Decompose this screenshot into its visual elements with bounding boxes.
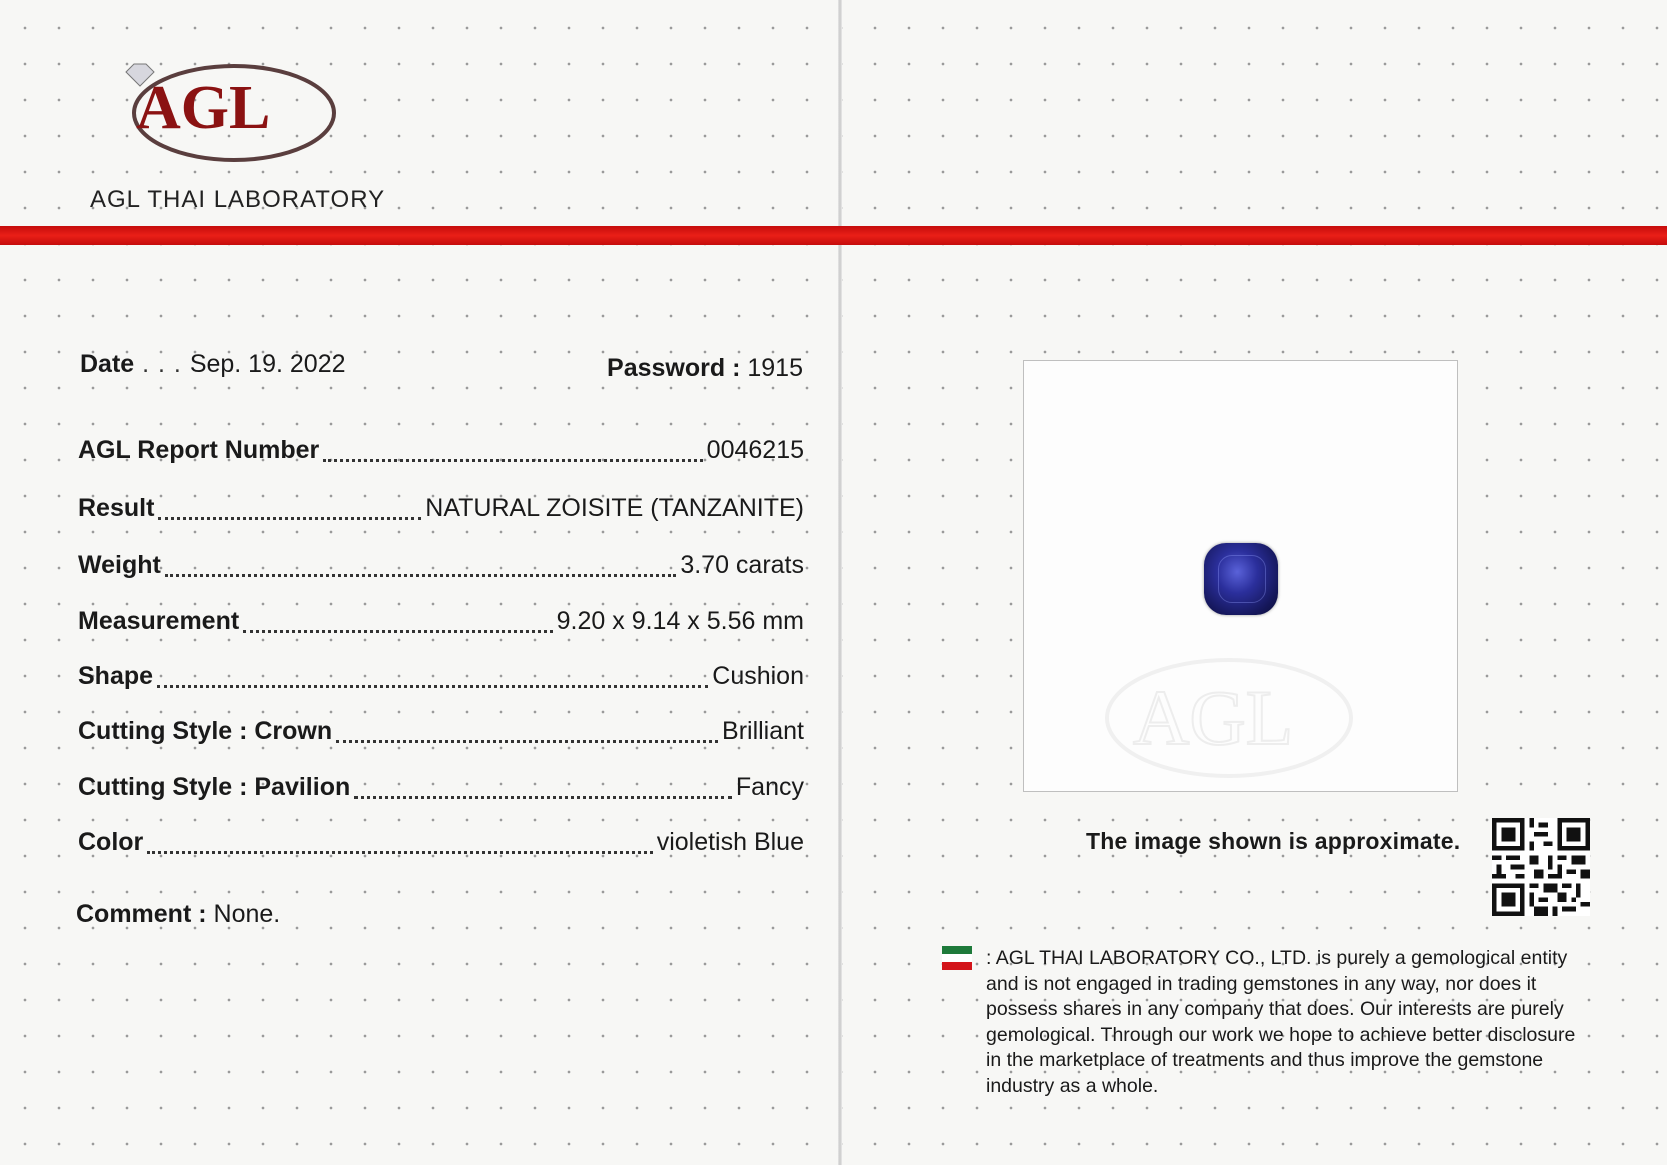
field-row-report-number: AGL Report Number 0046215 <box>78 436 804 464</box>
lab-name: AGL THAI LABORATORY <box>90 186 386 213</box>
red-divider <box>0 226 1667 245</box>
svg-text:AGL: AGL <box>1133 674 1294 761</box>
field-row-result: Result NATURAL ZOISITE (TANZANITE) <box>78 494 804 522</box>
svg-text:AGL: AGL <box>136 74 271 142</box>
comment-value: None. <box>213 900 281 928</box>
field-row-color: Color violetish Blue <box>78 828 804 856</box>
password-label: Password : <box>607 354 741 382</box>
center-fold <box>838 0 842 1165</box>
password-value: 1915 <box>747 354 803 382</box>
agl-logo <box>118 58 338 176</box>
date-value: Sep. 19. 2022 <box>189 350 346 378</box>
field-row-pavilion: Cutting Style : Pavilion Fancy <box>78 773 804 801</box>
field-row-crown: Cutting Style : Crown Brilliant <box>78 717 804 745</box>
field-row-shape: Shape Cushion <box>78 662 804 690</box>
date-label: Date <box>80 350 135 378</box>
password-row <box>607 354 803 383</box>
gem-image <box>1204 543 1278 615</box>
disclaimer-text: : AGL THAI LABORATORY CO., LTD. is purely a gemological entity and is not engaged in trading gemstones in any way, nor does it possess shares in any company that does. Our interests are purely gemological. Through our work we hope to achieve better disclosure in the marketplace of treatments and thus improve the gemstone industry as a whole. <box>986 947 1576 1097</box>
field-row-weight: Weight 3.70 carats <box>78 551 804 579</box>
image-caption: The image shown is approximate. <box>1086 828 1461 854</box>
field-row-measurement: Measurement 9.20 x 9.14 x 5.56 mm <box>78 607 804 635</box>
watermark-logo <box>1099 646 1359 796</box>
comment-row <box>76 900 280 929</box>
flag-icon <box>942 946 972 972</box>
comment-label: Comment : <box>76 900 207 928</box>
qr-code-icon <box>1492 818 1590 916</box>
gem-image-frame <box>1023 360 1458 792</box>
date-row: Date . . . Sep. 19. 2022 <box>80 350 346 378</box>
